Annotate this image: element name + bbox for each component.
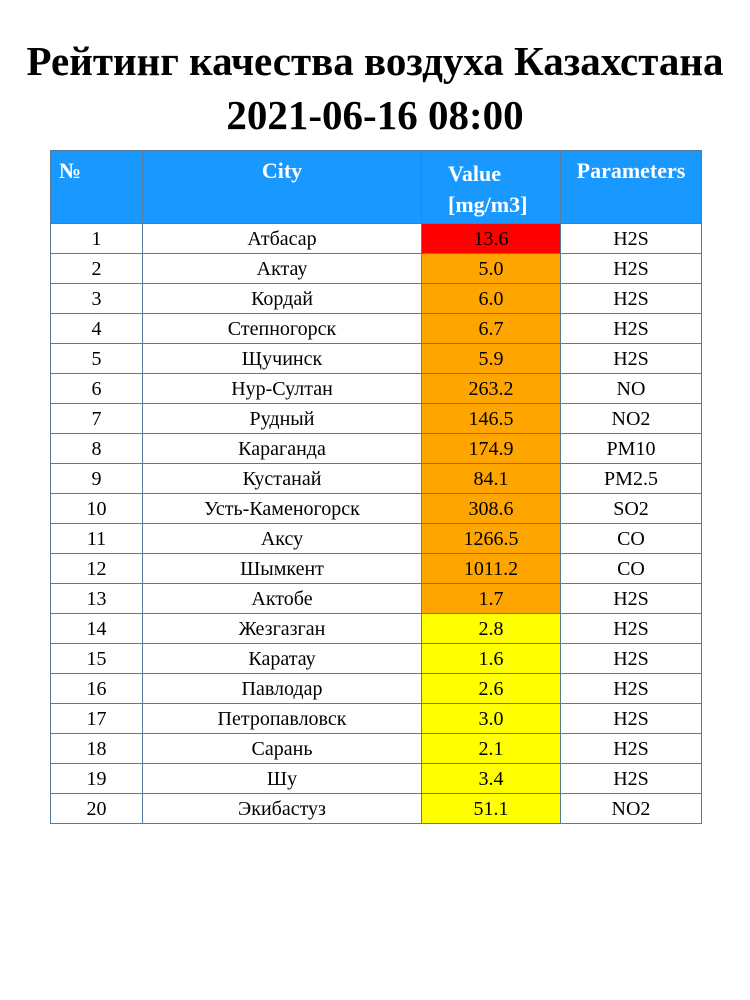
cell-city: Актобе: [143, 584, 422, 614]
cell-number: 16: [51, 674, 143, 704]
cell-city: Павлодар: [143, 674, 422, 704]
cell-value: 1011.2: [422, 554, 561, 584]
cell-number: 20: [51, 794, 143, 824]
table-row: [51, 254, 702, 284]
table-row: [51, 224, 702, 254]
cell-number: 1: [51, 224, 143, 254]
cell-parameter: SO2: [561, 494, 702, 524]
cell-city: Жезгазган: [143, 614, 422, 644]
cell-parameter: H2S: [561, 224, 702, 254]
cell-city: Петропавловск: [143, 704, 422, 734]
cell-city: Щучинск: [143, 344, 422, 374]
table-row: [51, 554, 702, 584]
header-value-label: Value: [448, 161, 501, 186]
header-number: №: [51, 151, 143, 224]
title-line-2: 2021-06-16 08:00: [226, 92, 524, 138]
cell-city: Шымкент: [143, 554, 422, 584]
cell-city: Шу: [143, 764, 422, 794]
cell-value: 146.5: [422, 404, 561, 434]
table-header-row: [51, 151, 702, 224]
cell-parameter: NO2: [561, 404, 702, 434]
cell-parameter: H2S: [561, 734, 702, 764]
cell-city: Нур-Султан: [143, 374, 422, 404]
table-row: [51, 734, 702, 764]
header-value-unit: [mg/m3]: [448, 192, 528, 217]
cell-number: 9: [51, 464, 143, 494]
table-row: [51, 494, 702, 524]
table-row: [51, 614, 702, 644]
cell-parameter: PM2.5: [561, 464, 702, 494]
cell-value: 1.7: [422, 584, 561, 614]
cell-parameter: NO: [561, 374, 702, 404]
table-row: [51, 644, 702, 674]
table-body: [51, 224, 702, 824]
cell-parameter: H2S: [561, 704, 702, 734]
cell-city: Атбасар: [143, 224, 422, 254]
cell-city: Караганда: [143, 434, 422, 464]
cell-city: Степногорск: [143, 314, 422, 344]
table-row: [51, 404, 702, 434]
air-quality-table: [50, 150, 702, 824]
header-value: [422, 151, 561, 224]
cell-value: 1266.5: [422, 524, 561, 554]
cell-city: Рудный: [143, 404, 422, 434]
table-row: [51, 794, 702, 824]
cell-parameter: H2S: [561, 614, 702, 644]
cell-number: 18: [51, 734, 143, 764]
cell-value: 3.4: [422, 764, 561, 794]
cell-number: 10: [51, 494, 143, 524]
table-row: [51, 314, 702, 344]
table-row: [51, 464, 702, 494]
cell-value: 3.0: [422, 704, 561, 734]
cell-parameter: CO: [561, 554, 702, 584]
cell-value: 2.6: [422, 674, 561, 704]
table-row: [51, 524, 702, 554]
cell-number: 19: [51, 764, 143, 794]
cell-value: 308.6: [422, 494, 561, 524]
cell-value: 6.7: [422, 314, 561, 344]
cell-parameter: H2S: [561, 254, 702, 284]
cell-number: 14: [51, 614, 143, 644]
page-title: [0, 34, 750, 142]
cell-value: 13.6: [422, 224, 561, 254]
table-row: [51, 764, 702, 794]
cell-city: Кордай: [143, 284, 422, 314]
cell-number: 4: [51, 314, 143, 344]
table-row: [51, 374, 702, 404]
cell-value: 263.2: [422, 374, 561, 404]
cell-city: Каратау: [143, 644, 422, 674]
cell-city: Актау: [143, 254, 422, 284]
table-row: [51, 704, 702, 734]
cell-value: 5.9: [422, 344, 561, 374]
cell-number: 6: [51, 374, 143, 404]
header-city: City: [143, 151, 422, 224]
cell-parameter: H2S: [561, 644, 702, 674]
cell-parameter: PM10: [561, 434, 702, 464]
cell-value: 84.1: [422, 464, 561, 494]
cell-number: 5: [51, 344, 143, 374]
cell-number: 2: [51, 254, 143, 284]
cell-value: 5.0: [422, 254, 561, 284]
cell-number: 11: [51, 524, 143, 554]
cell-number: 17: [51, 704, 143, 734]
cell-number: 8: [51, 434, 143, 464]
cell-parameter: H2S: [561, 674, 702, 704]
cell-number: 12: [51, 554, 143, 584]
table-row: [51, 284, 702, 314]
cell-city: Экибастуз: [143, 794, 422, 824]
cell-number: 15: [51, 644, 143, 674]
cell-parameter: H2S: [561, 344, 702, 374]
cell-parameter: H2S: [561, 284, 702, 314]
cell-number: 7: [51, 404, 143, 434]
table-row: [51, 344, 702, 374]
table-row: [51, 434, 702, 464]
table-row: [51, 674, 702, 704]
title-line-1: Рейтинг качества воздуха Казахстана: [26, 38, 724, 84]
cell-city: Аксу: [143, 524, 422, 554]
cell-city: Усть-Каменогорск: [143, 494, 422, 524]
cell-city: Сарань: [143, 734, 422, 764]
cell-parameter: H2S: [561, 584, 702, 614]
cell-value: 174.9: [422, 434, 561, 464]
cell-value: 6.0: [422, 284, 561, 314]
cell-parameter: NO2: [561, 794, 702, 824]
header-parameters: Parameters: [561, 151, 702, 224]
cell-number: 3: [51, 284, 143, 314]
cell-value: 51.1: [422, 794, 561, 824]
cell-value: 1.6: [422, 644, 561, 674]
cell-value: 2.8: [422, 614, 561, 644]
cell-parameter: H2S: [561, 314, 702, 344]
cell-parameter: H2S: [561, 764, 702, 794]
cell-parameter: CO: [561, 524, 702, 554]
cell-number: 13: [51, 584, 143, 614]
cell-city: Кустанай: [143, 464, 422, 494]
table-row: [51, 584, 702, 614]
cell-value: 2.1: [422, 734, 561, 764]
